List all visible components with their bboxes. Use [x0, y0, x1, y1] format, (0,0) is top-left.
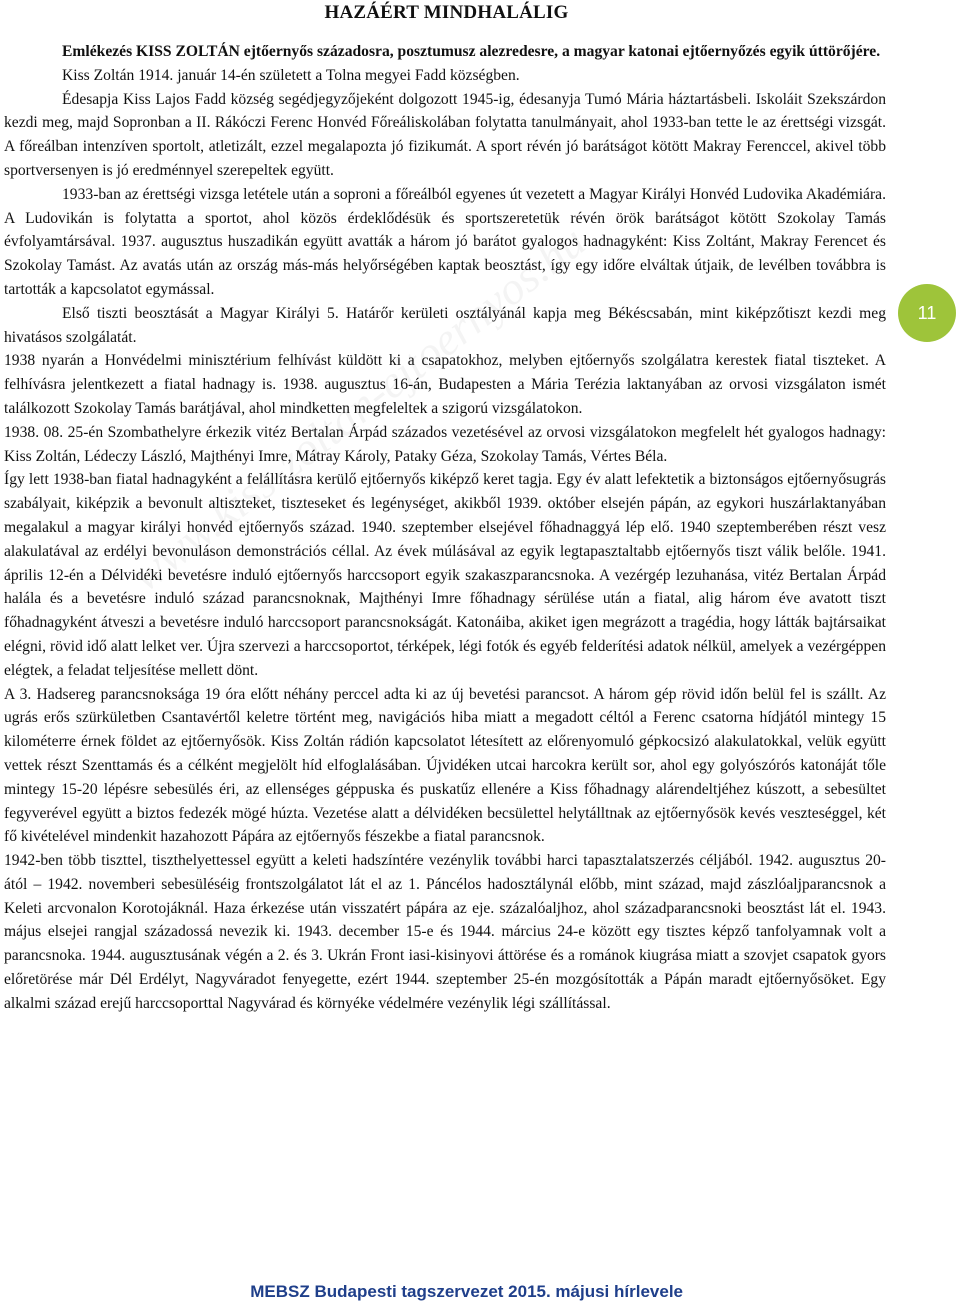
paragraph: 1938 nyarán a Honvédelmi minisztérium felhívást küldött ki a csapatokhoz, melyben ejtőernyős szolgálatra kerestek fiatal tiszteket. A felhívásra jelentkezett a fiatal hadnagy is. 1938. augusztus 16-án, Budapesten a Mária Terézia laktanyában az orvosi vizsgálaton ismét találkozott Szokolay Tamás barátjával, ahol mindketten megfeleltek a szigorú vizsgálatokon.	[4, 352, 886, 417]
paragraph: 1942-ben több tiszttel, tiszthelyettessel együtt a keleti hadszíntére vezénylik további harci tapasztalatszerzés céljából. 1942. augusztus 20-ától – 1942. novemberi sebesüléséig frontszolgálatot lát el az 1. Páncélos hadosztálynál előbb, mint század, majd zászlóaljparancsnok a Keleti arcvonalon Korotojáknál. Haza érkezése után visszatért pápára az eje. százalóaljhoz, ahol századparancsnoki beosztást lát el. 1943. május elsejei rangjal századossá nevezik ki. 1943. december 15-e és 1944. március 24-e között egy tisztes képző tanfolyamnak volt a parancsnoka. 1944. augusztusának végén a 2. és 3. Ukrán Front iasi-kisinyovi áttörése és a románok kiugrása miatt a szovjet csapatok gyors előretörése már Dél Erdélyt, Nagyváradot fenyegette, ezért 1944. szeptember 25-én mozgósították a Pápán maradt ejtőernyősöket. Egy alkalmi század erejű harccsoporttal Nagyvárad és környéke védelmére vezénylik légi szállítással.	[4, 852, 886, 1012]
paragraph: Kiss Zoltán 1914. január 14-én született a Tolna megyei Fadd községben.	[62, 66, 520, 84]
paragraph: Édesapja Kiss Lajos Fadd község segédjegyzőjeként dolgozott 1945-ig, édesanyja Tumó Mária háztartásbeli. Iskoláit Szekszárdon kezdi meg, majd Sopronban a II. Rákóczi Ferenc Honvéd Főreáliskolában folytatta tanulmányait, ahol 1933-ban tette le az érettségi vizsgát. A főreálban intenzíven sportolt, atletizált, ezzel megalapozta jó fizikumát. A sport révén jó barátságot kötött Makray Ferenccel, akivel több sportversenyen is jó eredménnyel szerepeltek együtt.	[4, 90, 886, 179]
article-subtitle: Emlékezés KISS ZOLTÁN ejtőernyős századosra, posztumusz alezredesre, a magyar katonai ejtőernyőzés egyik úttörőjére.	[62, 43, 881, 60]
paragraph: 1938. 08. 25-én Szombathelyre érkezik vitéz Bertalan Árpád százados vezetésével az orvosi vizsgálatokon megfelelt hét gyalogos hadnagy: Kiss Zoltán, Lédeczy László, Majthényi Imre, Mátray Károly, Pataky Géza, Szokolay Tamás, Vértes Béla.	[4, 423, 886, 465]
paragraph: Első tiszti beosztását a Magyar Királyi 5. Határőr kerületi osztályánál kapja meg Békéscsabán, mint kiképzőtiszt kezdi meg hivatásos szolgálatát.	[4, 304, 886, 346]
page-number: 11	[917, 302, 937, 323]
article-title: HAZÁÉRT MINDHALÁLIG	[324, 2, 569, 23]
page-number-badge	[898, 284, 956, 342]
paragraph: A 3. Hadsereg parancsnoksága 19 óra előtt néhány perccel adta ki az új bevetési parancsot. A három gép rövid időn belül fel is szállt. Az ugrás erős szürkületben Csantavértől keletre történt meg, navigációs hiba miatt a megadott céltól a Ferenc csatorna hídjától mintegy 15 kilométerre érnek földet az ejtőernyősök. Kiss Zoltán rádión kapcsolatot létesített az előrenyomuló gépkocsizó alakulatokkal, velük együtt vettek részt Szenttamás és a célként megjelölt híd elfoglalásában. Újvidéken utcai harcokra került sor, ahol egy golyószórós katonáját tőle mintegy 15-20 lépésre sebesülés éri, az ellenséges géppuska és puskatűz ellenére a Kiss főhadnagy alárendeltjéhez kúszott, a sebesültet fegyverével együtt a biztos fedezék mögé húzta. Vezetése alatt a délvidéken becsülettel helytálltnak az ejtőernyősök kevés veszteséggel, két fő kivételével mindenkit hazahozott Pápára az ejtőernyős fészekbe a fiatal parancsnok.	[4, 685, 886, 846]
article-body	[4, 40, 886, 1016]
paragraph: Így lett 1938-ban fiatal hadnagyként a felállításra kerülő ejtőernyős kiképző keret tagja. Egy év alatt lefektetik a biztonságos ejtőernyősugrás szabályait, kiképzik a bevonult altiszteket, tiszteseket és legénységet, akikből 1939. október elsején pápán, az egykori huszárlaktanyában megalakul a magyar királyi honvéd ejtőernyős század. 1940. szeptember elsejével főhadnaggyá lép elő. 1940 szeptemberében részt vesz alakulatával az erdélyi bevonuláson demonstrációs céllal. Az évek múlásával az egyik legtapasztaltabb ejtőernyős tiszt válik belőle. 1941. április 12-én a Délvidéki bevetésre induló ejtőernyős harccsoport egyik szakaszparancsnoka. A vezérgép lezuhanása, vitéz Bertalan Árpád halála és a bevetésre induló század parancsnoknak, Majthényi Imre főhadnagy sérülése után a fiatal, alig három éve avatott tiszt főhadnagyként átveszi a bevetésre induló harccsoport parancsnokságát. Katonáiba, akiket igen megrázott a tragédia, hogy látták bajtársaikat elégni, rövid idő alatt lelket ver. Újra szervezi a harccsoportot, térképek, légi fotók és egyéb felderítési adatok nélkül, amelyek a vezérgéppen elégtek, a feladat teljesítése mellett dönt.	[4, 471, 886, 679]
paragraph: 1933-ban az érettségi vizsga letétele után a soproni a főreálból egyenes út vezetett a Magyar Királyi Honvéd Ludovika Akadémiára. A Ludovikán is folytatta a sportot, ahol közös érdeklődésük és sportszeretetük révén örök barátságot kötött Szokolay Tamás évfolyamtársával. 1937. augusztus huszadikán együtt avatták a három jó barátot gyalogos hadnagyként: Kiss Zoltánt, Makray Ferencet és Szokolay Tamást. Az avatás után az ország más-más helyőrségében kaptak beosztást, így egy időre elváltak útjaik, de levélben továbbra is tartották a kapcsolatot egymással.	[4, 185, 886, 298]
footer: MEBSZ Budapesti tagszervezet 2015. májusi hírlevele	[250, 1282, 683, 1301]
